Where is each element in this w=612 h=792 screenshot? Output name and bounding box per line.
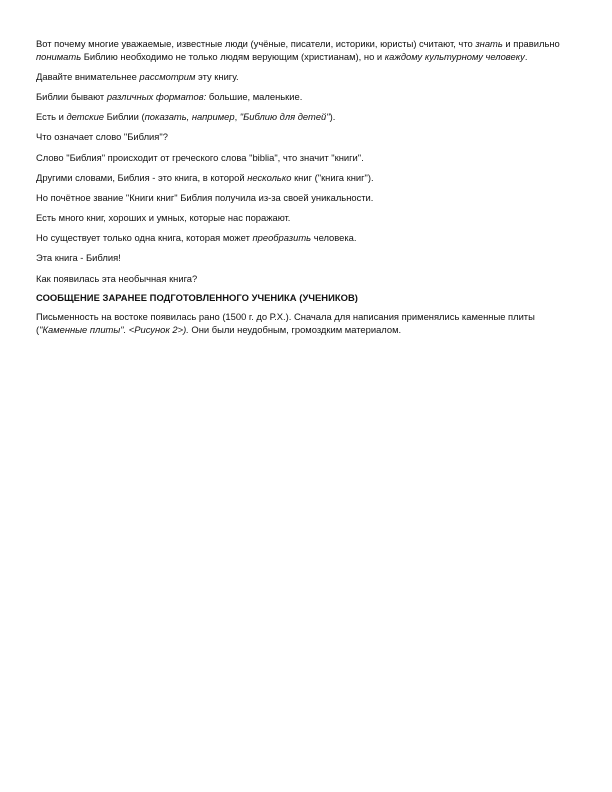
text-run: Другими словами, Библия - это книга, в которой xyxy=(36,171,248,183)
text-run: Письменность на востоке появилась рано (1500 г. до Р.Х.). Сначала для написания применялись каменные плиты ( xyxy=(36,311,535,336)
section-heading: СООБЩЕНИЕ ЗАРАНЕЕ ПОДГОТОВЛЕННОГО УЧЕНИКА (УЧЕНИКОВ) xyxy=(36,291,358,303)
paragraph-examine xyxy=(36,71,576,84)
paragraph-transform xyxy=(36,232,576,245)
emphasis-children: детские xyxy=(66,111,105,123)
emphasis-several: несколько xyxy=(247,171,292,183)
text-run: ). xyxy=(329,111,336,123)
text-run: Они были неудобным, громоздким материалом. xyxy=(188,324,402,336)
text-run: Библии ( xyxy=(104,111,145,123)
text-run: Вот почему многие уважаемые, известные люди (учёные, писатели, историки, юристы) считают, что xyxy=(36,38,476,49)
paragraph-question-origin: Как появилась эта необычная книга? xyxy=(36,272,198,284)
emphasis-children-bible-title: "Библию для детей" xyxy=(239,111,330,123)
text-run: Библию необходимо не только людям верующим (христианам), но и xyxy=(81,50,385,62)
emphasis-examine: рассмотрим xyxy=(139,70,196,82)
paragraph-writing-history xyxy=(36,311,576,336)
paragraph-book-of-books xyxy=(36,172,576,185)
emphasis-know: знать xyxy=(475,38,503,49)
paragraph-culture xyxy=(36,38,576,63)
emphasis-formats: различных форматов: xyxy=(106,90,207,102)
paragraph-question-meaning: Что означает слово "Библия"? xyxy=(36,131,168,143)
paragraph-many-books: Есть много книг, хороших и умных, которые нас поражают. xyxy=(36,212,291,224)
text-run: человека. xyxy=(311,232,357,244)
text-run: Есть и xyxy=(36,111,67,123)
paragraph-formats xyxy=(36,91,576,104)
emphasis-understand: понимать xyxy=(36,50,82,62)
text-run: и правильно xyxy=(502,38,560,49)
document-page xyxy=(36,38,576,344)
text-run: Но существует только одна книга, которая может xyxy=(36,232,253,244)
paragraph-children-bibles xyxy=(36,111,576,124)
paragraph-etymology: Слово "Библия" происходит от греческого слова "biblia", что значит "книги". xyxy=(36,151,364,163)
emphasis-stone-tablets-figure: "Каменные плиты". <Рисунок 2>). xyxy=(39,324,189,336)
paragraph-this-is-bible: Эта книга - Библия! xyxy=(36,252,121,264)
emphasis-cultured-person: каждому культурному человеку xyxy=(384,50,525,62)
emphasis-show-example: показать, например xyxy=(144,111,235,123)
text-run: Библии бывают xyxy=(36,90,107,102)
text-run: Давайте внимательнее xyxy=(36,70,140,82)
emphasis-transform: преобразить xyxy=(252,232,312,244)
text-run: большие, маленькие. xyxy=(206,90,303,102)
text-run: , xyxy=(234,111,240,123)
text-run: . xyxy=(524,50,528,62)
text-run: эту книгу. xyxy=(195,70,239,82)
paragraph-uniqueness: Но почётное звание "Книги книг" Библия получила из-за своей уникальности. xyxy=(36,191,374,203)
text-run: книг ("книга книг"). xyxy=(291,171,374,183)
